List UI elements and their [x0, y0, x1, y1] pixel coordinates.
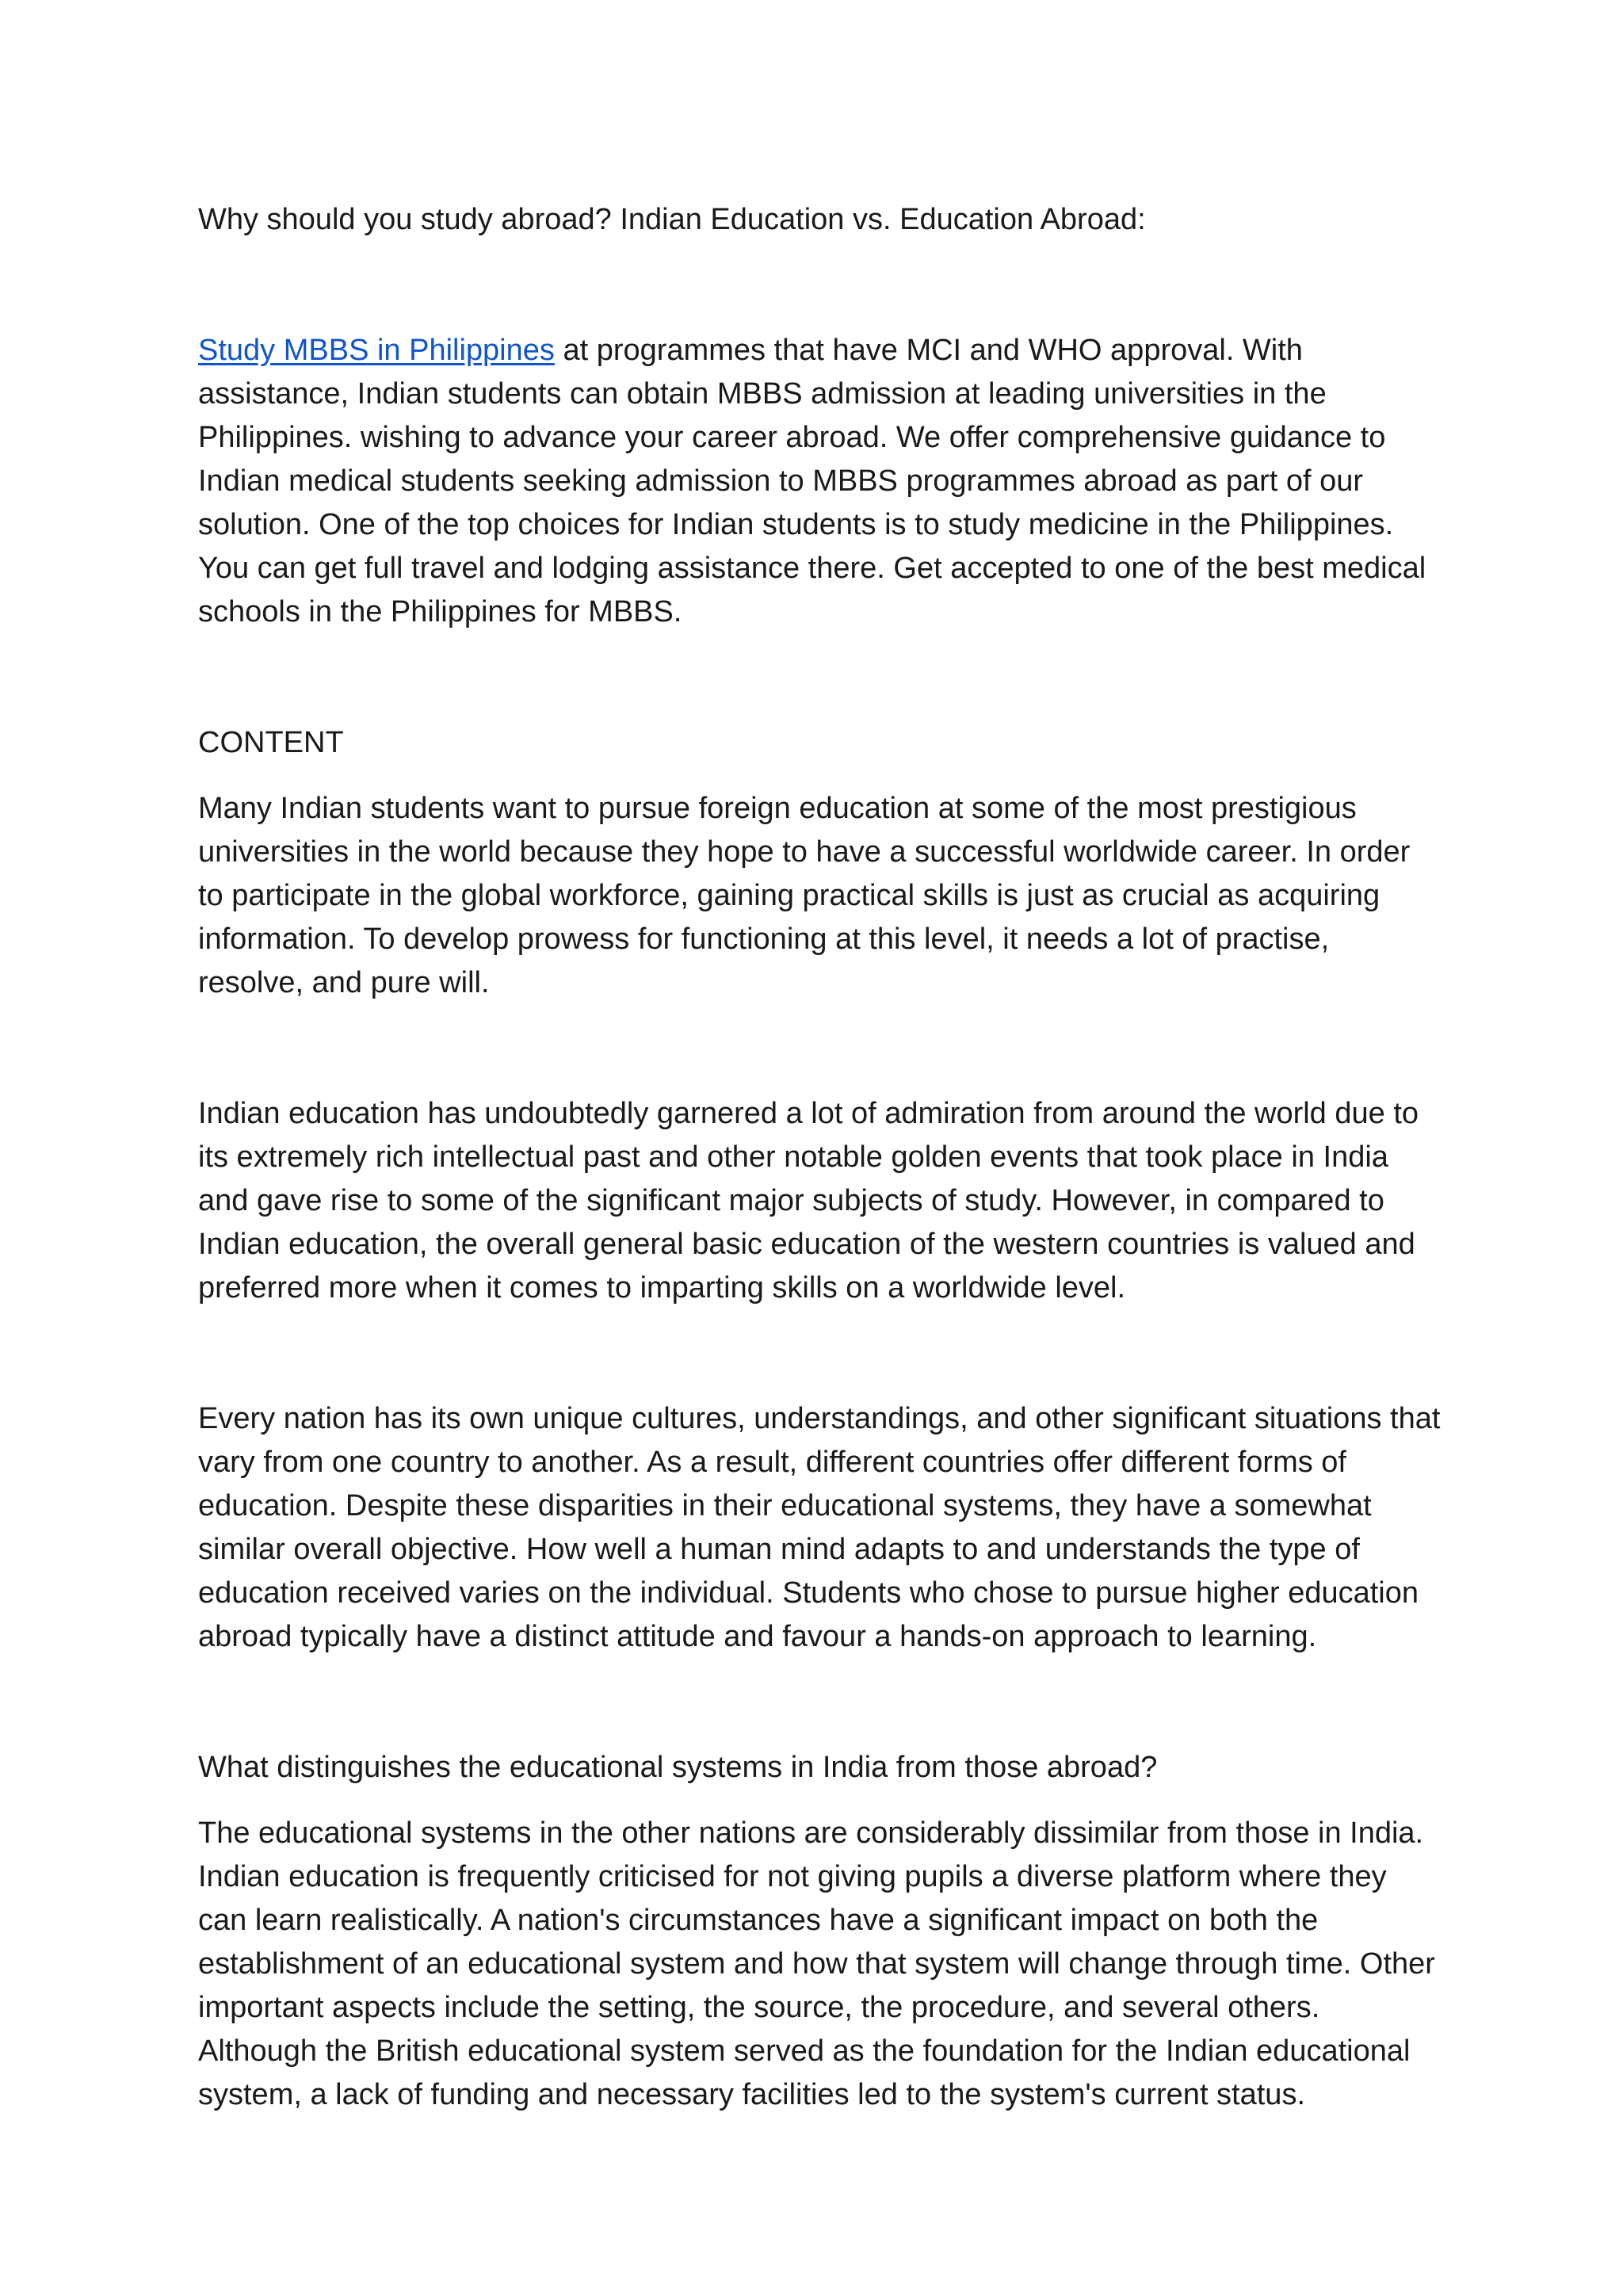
section-heading-content: CONTENT	[198, 726, 344, 759]
document-title: Why should you study abroad? Indian Education vs. Education Abroad:	[198, 203, 1146, 236]
paragraph-foreign-education: Many Indian students want to pursue foreign education at some of the most prestigious universities in the world because they hope to have a successful worldwide career. In order to participate in the global workforce, gaining practical skills is just as crucial as acquiring information. To develop prowess for functioning at this level, it needs a lot of practise, resolve, and pure will.	[198, 792, 1411, 999]
study-mbbs-philippines-link[interactable]: Study MBBS in Philippines	[198, 334, 555, 367]
intro-text: at programmes that have MCI and WHO approval. With assistance, Indian students can obtain MBBS admission at leading universities in the Philippines. wishing to advance your career abroad. We offer comprehensive guidance to Indian medical students seeking admission to MBBS programmes abroad as part of our solution. One of the top choices for Indian students is to study medicine in the Philippines. You can get full travel and lodging assistance there. Get accepted to one of the best medical schools in the Philippines for MBBS.	[198, 334, 1426, 628]
subheading-distinguishes: What distinguishes the educational systems in India from those abroad?	[198, 1751, 1158, 1784]
paragraph-unique-cultures: Every nation has its own unique cultures, understandings, and other significant situations that vary from one country to another. As a result, different countries offer different forms of education. Despite these disparities in their educational systems, they have a somewhat similar overall objective. How well a human mind adapts to and understands the type of education received varies on the individual. Students who chose to pursue higher education abroad typically have a distinct attitude and favour a hands-on approach to learning.	[198, 1402, 1441, 1653]
intro-paragraph	[198, 329, 1442, 634]
document-body	[198, 198, 1442, 2117]
paragraph-indian-education: Indian education has undoubtedly garnered a lot of admiration from around the world due to its extremely rich intellectual past and other notable golden events that took place in India and gave rise to some of the significant major subjects of study. However, in compared to Indian education, the overall general basic education of the western countries is valued and preferred more when it comes to imparting skills on a worldwide level.	[198, 1097, 1419, 1305]
paragraph-educational-systems: The educational systems in the other nations are considerably dissimilar from those in India. Indian education is frequently criticised for not giving pupils a diverse platform where they can learn realistically. A nation's circumstances have a significant impact on both the establishment of an educational system and how that system will change through time. Other important aspects include the setting, the source, the procedure, and several others. Although the British educational system served as the foundation for the Indian educational system, a lack of funding and necessary facilities led to the system's current status.	[198, 1817, 1435, 2111]
